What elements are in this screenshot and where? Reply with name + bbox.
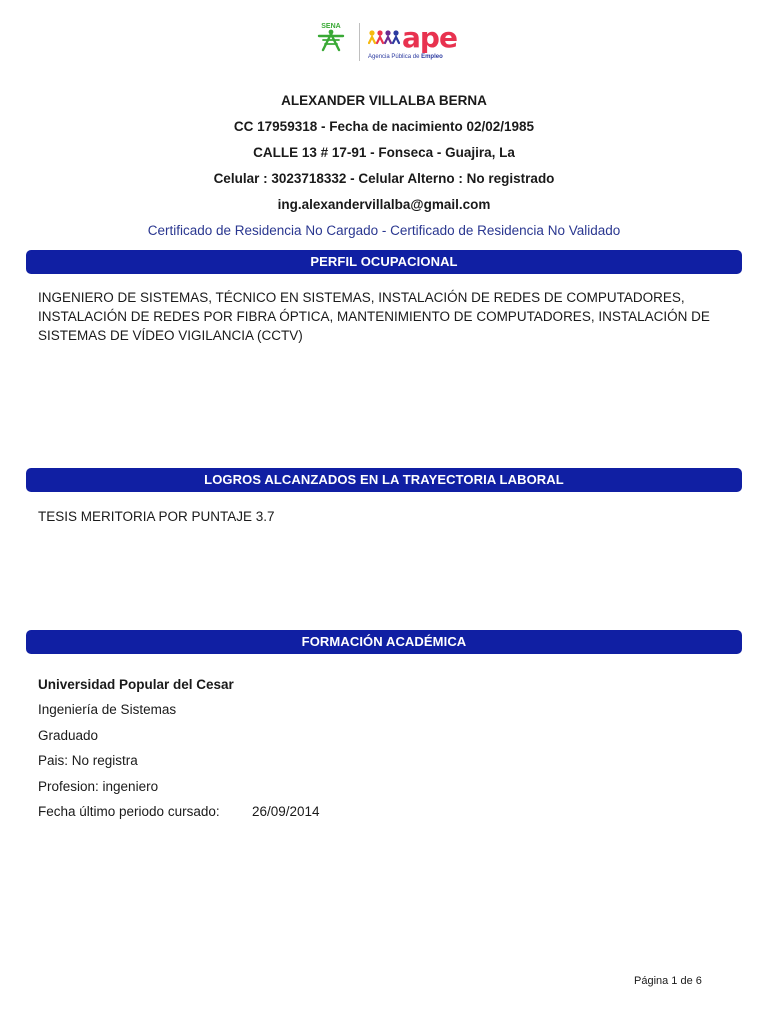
sena-wordmark: SENA (321, 23, 341, 30)
logo-header (0, 18, 768, 66)
education-profession: Profesion: ingeniero (38, 778, 159, 794)
ape-subtitle-prefix: Agencia Pública de (368, 54, 420, 60)
candidate-name: ALEXANDER VILLALBA BERNA (281, 93, 487, 108)
last-period-value: 26/09/2014 (252, 803, 320, 819)
institution-name: Universidad Popular del Cesar (38, 677, 234, 692)
education-entry (38, 672, 730, 824)
logo-divider (359, 23, 360, 61)
achievements-text: TESIS MERITORIA POR PUNTAJE 3.7 (38, 509, 275, 524)
people-icon (368, 29, 400, 47)
program-name: Ingeniería de Sistemas (38, 702, 177, 718)
sena-emblem-icon (313, 20, 349, 52)
last-period-label: Fecha último periodo cursado: (38, 803, 220, 819)
section-header-education: FORMACIÓN ACADÉMICA (26, 630, 742, 654)
profile-text: INGENIERO DE SISTEMAS, TÉCNICO EN SISTEMAS, INSTALACIÓN DE REDES DE COMPUTADORES, INSTALACIÓN DE REDES POR FIBRA ÓPTICA, MANTENIMIENTO DE COMPUTADORES, INSTALACIÓN DE SISTEMAS DE VÍDEO VIGILANCIA (CCTV) (38, 290, 710, 343)
ape-logo (368, 21, 457, 60)
section-header-profile: PERFIL OCUPACIONAL (26, 250, 742, 274)
ape-subtitle-bold: Empleo (421, 54, 443, 60)
page-number: Página 1 de 6 (634, 975, 702, 987)
ape-wordmark: ape (402, 21, 457, 54)
education-country: Pais: No registra (38, 753, 138, 769)
residence-certificate-status: Certificado de Residencia No Cargado - Certificado de Residencia No Validado (147, 223, 621, 238)
address: CALLE 13 # 17-91 - Fonseca - Guajira, La (253, 145, 515, 160)
phone-numbers: Celular : 3023718332 - Celular Alterno : No registrado (213, 171, 555, 186)
ape-subtitle (368, 54, 443, 60)
last-period-row (38, 799, 730, 824)
section-header-achievements: LOGROS ALCANZADOS EN LA TRAYECTORIA LABORAL (26, 468, 742, 492)
education-status: Graduado (38, 727, 99, 743)
sena-logo (311, 20, 351, 64)
id-and-birthdate: CC 17959318 - Fecha de nacimiento 02/02/1985 (233, 119, 535, 134)
personal-info (0, 90, 768, 242)
email-address: ing.alexandervillalba@gmail.com (277, 197, 491, 212)
